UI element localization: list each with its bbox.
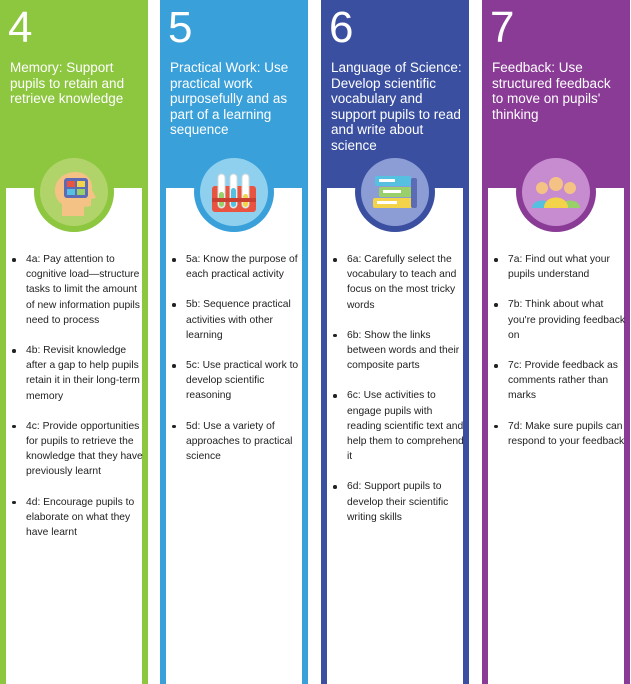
list-item: 5b: Sequence practical activities with other learning: [186, 297, 304, 343]
item-list: [160, 252, 304, 479]
list-item: 4b: Revisit knowledge after a gap to help pupils retain it in their long-term memory: [26, 343, 144, 404]
column-number: 7: [490, 3, 515, 52]
icon-ring: [34, 152, 114, 232]
list-item: 7b: Think about what you're providing feedback on: [508, 297, 626, 343]
books-icon: [361, 158, 429, 226]
list-item: 4d: Encourage pupils to elaborate on what they have learnt: [26, 495, 144, 541]
column-feedback: [482, 0, 630, 684]
column-practical-work: [160, 0, 308, 684]
list-item: 7c: Provide feedback as comments rather than marks: [508, 358, 626, 404]
list-item: 5c: Use practical work to develop scientific reasoning: [186, 358, 304, 404]
icon-ring: [194, 152, 274, 232]
list-item: 6b: Show the links between words and their composite parts: [347, 328, 465, 374]
icon-ring: [355, 152, 435, 232]
column-title: Feedback: Use structured feedback to move on pupils' thinking: [492, 60, 611, 122]
list-item: 7a: Find out what your pupils understand: [508, 252, 626, 282]
list-item: 6a: Carefully select the vocabulary to teach and focus on the most tricky words: [347, 252, 465, 313]
item-list: [482, 252, 626, 464]
list-item: 5a: Know the purpose of each practical activity: [186, 252, 304, 282]
column-number: 5: [168, 3, 193, 52]
list-item: 5d: Use a variety of approaches to practical science: [186, 419, 304, 465]
list-item: 6d: Support pupils to develop their scientific writing skills: [347, 479, 465, 525]
list-item: 4c: Provide opportunities for pupils to retrieve the knowledge that they have previously learnt: [26, 419, 144, 480]
item-list: [0, 252, 144, 555]
item-list: [321, 252, 465, 540]
column-number: 6: [329, 3, 354, 52]
column-title: Memory: Support pupils to retain and retrieve knowledge: [10, 60, 125, 106]
column-title: Practical Work: Use practical work purposefully and as part of a learning sequence: [170, 60, 289, 137]
list-item: 7d: Make sure pupils can respond to your feedback: [508, 419, 626, 449]
people-group-icon: [522, 158, 590, 226]
column-memory: [0, 0, 148, 684]
list-item: 4a: Pay attention to cognitive load—structure tasks to limit the amount of new information pupils need to process: [26, 252, 144, 328]
column-title: Language of Science: Develop scientific vocabulary and support pupils to read and write about science: [331, 60, 462, 153]
test-tubes-icon: [200, 158, 268, 226]
column-language-of-science: [321, 0, 469, 684]
list-item: 6c: Use activities to engage pupils with reading scientific text and help them to comprehend it: [347, 388, 465, 464]
column-number: 4: [8, 3, 33, 52]
icon-ring: [516, 152, 596, 232]
brain-head-icon: [40, 158, 108, 226]
